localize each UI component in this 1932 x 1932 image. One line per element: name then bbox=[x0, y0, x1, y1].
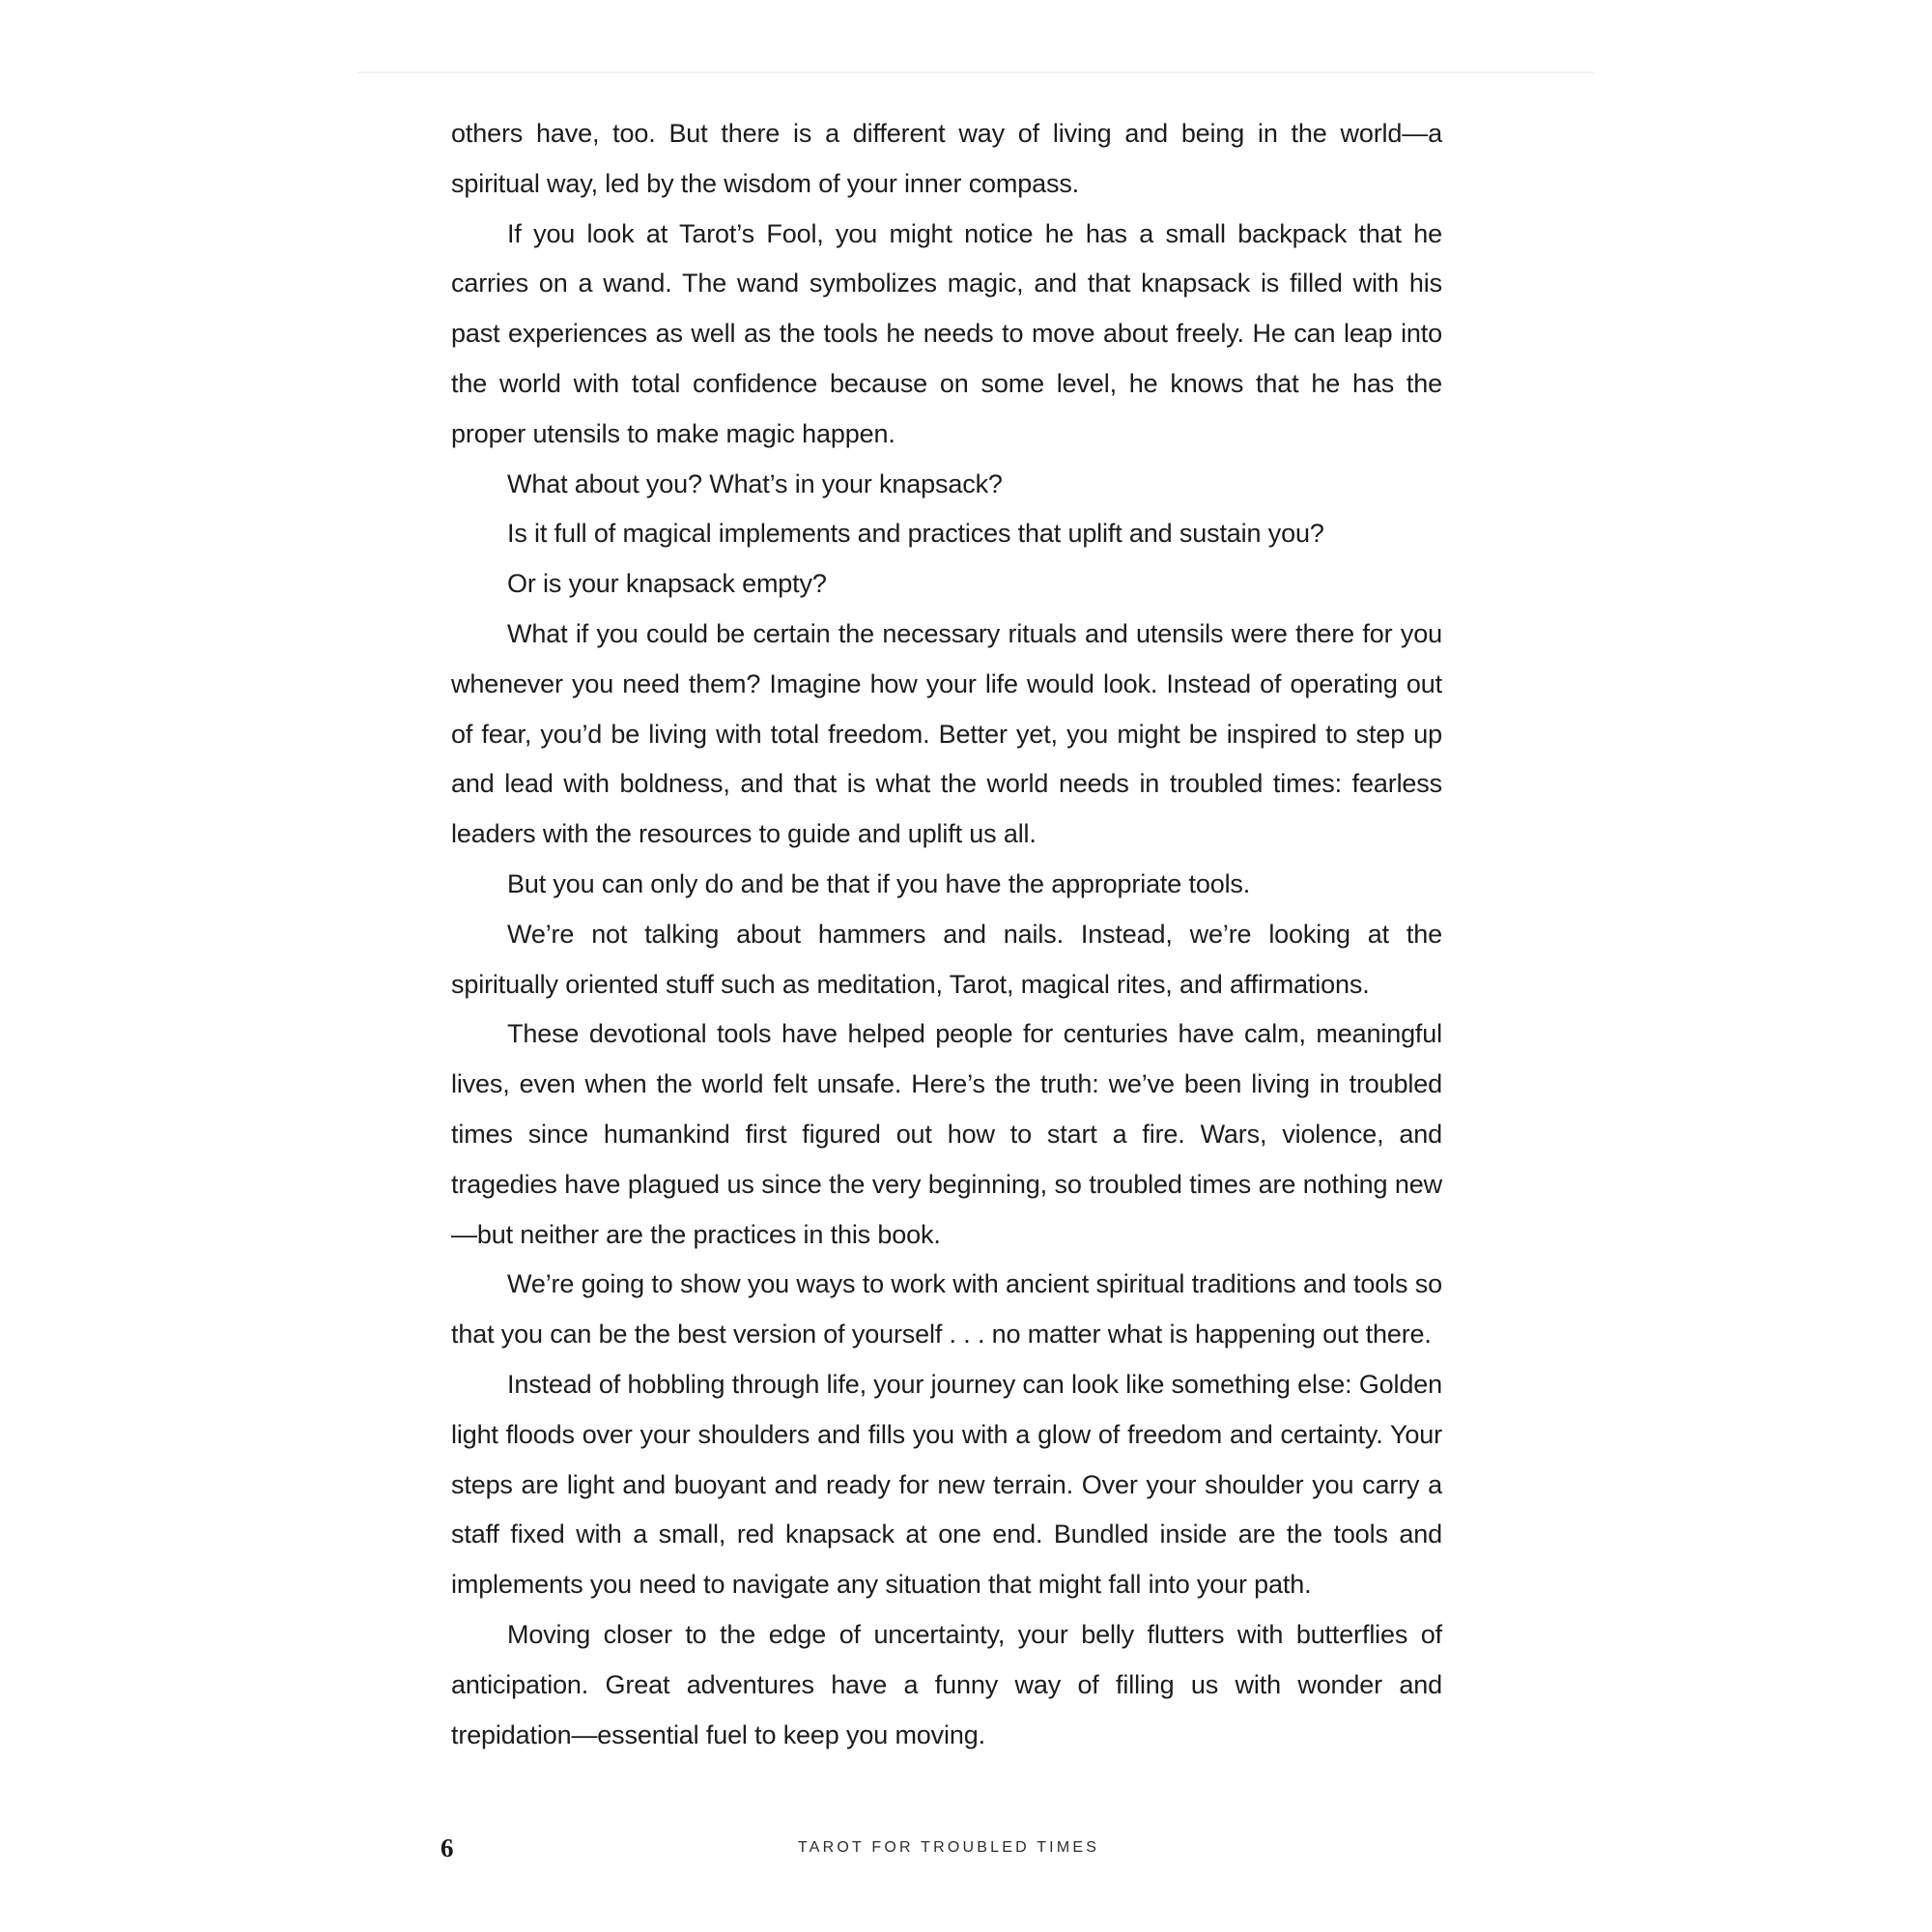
running-footer-title: TAROT FOR TROUBLED TIMES bbox=[798, 1839, 1100, 1856]
paragraph: But you can only do and be that if you have the appropriate tools. bbox=[507, 868, 1251, 898]
paragraph: Instead of hobbling through life, your journey can look like something else: Golden light floods over your shoulders and fills you with a glow of freedom and certainty. Your steps are light and buoyant and ready for new terrain. Over your shoulder you carry a staff fixed with a small, red knapsack at one end. Bundled inside are the tools and implements you need to navigate any situation that might fall into your path. bbox=[451, 1369, 1442, 1600]
paragraph: Moving closer to the edge of uncertainty, your belly flutters with butterflies of anticipation. Great adventures have a funny way of filling us with wonder and trepidation—essential fuel to keep you moving. bbox=[451, 1619, 1442, 1749]
paragraph: We’re going to show you ways to work with ancient spiritual traditions and tools so that you can be the best version of yourself . . . no matter what is happening out there. bbox=[451, 1269, 1442, 1350]
paragraph: What if you could be certain the necessary rituals and utensils were there for you whenever you need them? Imagine how your life would look. Instead of operating out of fear, you’d be living with total freedom. Better yet, you might be inspired to step up and lead with boldness, and that is what the world needs in troubled times: fearless leaders with the resources to guide and uplift us all. bbox=[451, 618, 1442, 849]
top-rule bbox=[357, 71, 1594, 73]
paragraph: Or is your knapsack empty? bbox=[507, 569, 827, 599]
paragraph: What about you? What’s in your knapsack? bbox=[507, 469, 1003, 498]
paragraph: If you look at Tarot’s Fool, you might notice he has a small backpack that he carries on a wand. The wand symbolizes magic, and that knapsack is filled with his past experiences as well as the tools he needs to move about freely. He can leap into the world with total confidence because on some level, he knows that he has the proper utensils to make magic happen. bbox=[451, 218, 1442, 448]
paragraph: We’re not talking about hammers and nails. Instead, we’re looking at the spiritually oriented stuff such as meditation, Tarot, magical rites, and affirmations. bbox=[451, 919, 1442, 999]
paragraph: others have, too. But there is a different way of living and being in the world—a spiritual way, led by the wisdom of your inner compass. bbox=[451, 119, 1442, 198]
body-text bbox=[451, 109, 1442, 1760]
paragraph: Is it full of magical implements and practices that uplift and sustain you? bbox=[507, 519, 1324, 549]
paragraph: These devotional tools have helped people for centuries have calm, meaningful lives, even when the world felt unsafe. Here’s the truth: we’ve been living in troubled times since humankind first figured out how to start a fire. Wars, violence, and tragedies have plagued us since the very beginning, so troubled times are nothing new—but neither are the practices in this book. bbox=[451, 1019, 1442, 1249]
page-number: 6 bbox=[440, 1833, 454, 1862]
